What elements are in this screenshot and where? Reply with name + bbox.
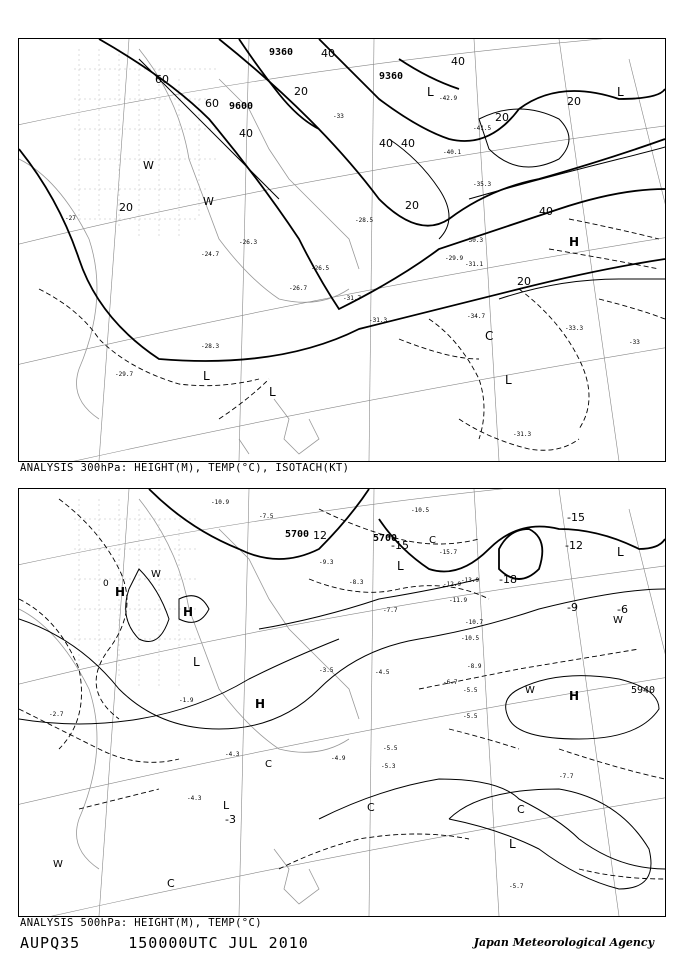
station-temp: -41.5 xyxy=(473,125,492,132)
station-temp: -34.7 xyxy=(467,313,486,320)
station-temp: -7.7 xyxy=(383,607,398,614)
isotach-label: 60 xyxy=(205,97,219,110)
station-temp: -9.3 xyxy=(319,559,334,566)
pressure-center-label: L xyxy=(397,559,404,573)
pressure-center-label: C xyxy=(167,877,175,890)
temp-contour-label: -3 xyxy=(225,813,236,826)
pressure-center-label: H xyxy=(569,235,580,249)
pressure-center-label: H xyxy=(569,689,580,703)
pressure-center-label: L xyxy=(193,655,200,669)
station-temp: -5.5 xyxy=(383,745,398,752)
temperature-contours xyxy=(39,219,665,450)
station-temp: -27 xyxy=(65,215,76,222)
station-temp: -5.7 xyxy=(509,883,524,890)
isotach-label: 40 xyxy=(321,47,335,60)
analysis-datetime: 150000UTC JUL 2010 xyxy=(128,934,309,952)
pressure-center-label: C xyxy=(517,803,525,816)
station-temp: -4.3 xyxy=(225,751,240,758)
height-contours xyxy=(19,39,665,361)
map-panel-500hpa xyxy=(18,488,666,917)
height-label: 5940 xyxy=(631,685,656,696)
pressure-center-label: H xyxy=(255,697,266,711)
pressure-center-label: C xyxy=(485,329,494,343)
height-label: 9360 xyxy=(379,71,404,82)
station-temp: -4.9 xyxy=(331,755,346,762)
temp-contour-label: -15 xyxy=(567,511,585,524)
pressure-center-label: W xyxy=(53,859,63,870)
pressure-center-label: C xyxy=(367,801,375,814)
station-temp: -6.7 xyxy=(443,679,458,686)
station-temp: -30.3 xyxy=(465,237,484,244)
coastlines xyxy=(19,49,362,454)
height-label: 5700 xyxy=(285,529,310,540)
station-temp: -8.9 xyxy=(467,663,482,670)
height-label: 9600 xyxy=(229,101,254,112)
pressure-center-label: L xyxy=(509,837,516,851)
station-temp: -7.5 xyxy=(259,513,274,520)
station-temp: -28.5 xyxy=(355,217,374,224)
terrain-hatch xyxy=(74,49,219,239)
station-temp: -5.3 xyxy=(381,763,396,770)
pressure-center-label: W xyxy=(143,159,154,172)
station-temp: -40.1 xyxy=(443,149,462,156)
pressure-center-label: L xyxy=(617,85,624,99)
station-temp: -33 xyxy=(333,113,344,120)
pressure-center-label: C xyxy=(265,759,272,770)
station-temp: -28.3 xyxy=(201,343,220,350)
temp-contour-label: -12 xyxy=(565,539,583,552)
station-temp: -33 xyxy=(629,339,640,346)
temp-contour-label: 0 xyxy=(103,579,109,589)
station-temp: -35.3 xyxy=(473,181,492,188)
pressure-center-label: C xyxy=(429,535,436,546)
terrain-hatch xyxy=(74,499,199,689)
temp-contour-label: -18 xyxy=(499,573,517,586)
station-temp: -5.5 xyxy=(463,687,478,694)
isotach-label: 20 xyxy=(517,275,531,288)
station-temp: -4.5 xyxy=(375,669,390,676)
isotach-label: 20 xyxy=(294,85,308,98)
station-temp: -15.7 xyxy=(439,549,458,556)
product-code: AUPQ35 xyxy=(20,934,81,952)
station-temp: -7.7 xyxy=(559,773,574,780)
station-temp: -2.7 xyxy=(49,711,64,718)
temp-contour-label: -6 xyxy=(617,603,628,616)
station-temp: -31.7 xyxy=(343,295,362,302)
station-temp: -12.9 xyxy=(443,581,462,588)
station-temp: -29.9 xyxy=(445,255,464,262)
height-contours-secondary xyxy=(19,569,665,889)
station-temp: -10.5 xyxy=(411,507,430,514)
station-temp: -10.9 xyxy=(211,499,230,506)
isotach-label: 40 xyxy=(401,137,415,150)
station-temp: -8.3 xyxy=(349,579,364,586)
station-temp: -11.9 xyxy=(449,597,468,604)
station-temp: -1.9 xyxy=(179,697,194,704)
chart-caption-300hpa: ANALYSIS 300hPa: HEIGHT(M), TEMP(°C), ISOTACH(KT) xyxy=(20,462,350,474)
station-temp: -26.7 xyxy=(289,285,308,292)
isotach-label: 20 xyxy=(495,111,509,124)
isotach-label: 40 xyxy=(239,127,253,140)
map-panel-300hpa xyxy=(18,38,666,462)
isotach-label: 40 xyxy=(451,55,465,68)
chart-caption-500hpa: ANALYSIS 500hPa: HEIGHT(M), TEMP(°C) xyxy=(20,917,262,929)
station-temp: -4.3 xyxy=(187,795,202,802)
station-temp: -13.9 xyxy=(461,577,480,584)
isotach-label: 20 xyxy=(119,201,133,214)
temp-contour-label: -9 xyxy=(567,601,578,614)
pressure-center-label: L xyxy=(203,369,210,383)
pressure-center-label: L xyxy=(269,385,276,399)
station-temp: -26.5 xyxy=(311,265,330,272)
temp-contour-label: -15 xyxy=(391,539,409,552)
station-temp: -42.9 xyxy=(439,95,458,102)
isotach-label: 60 xyxy=(155,73,169,86)
product-footer xyxy=(20,934,309,952)
pressure-center-label: W xyxy=(203,195,214,208)
temp-contour-label: 12 xyxy=(313,529,327,542)
station-temp: -5.5 xyxy=(463,713,478,720)
pressure-center-label: H xyxy=(183,605,194,619)
station-temp: -26.3 xyxy=(239,239,258,246)
isotach-label: 40 xyxy=(539,205,553,218)
station-temp: -31.1 xyxy=(465,261,484,268)
pressure-center-label: L xyxy=(505,373,512,387)
pressure-center-label: W xyxy=(613,615,623,626)
isotach-label: 40 xyxy=(379,137,393,150)
isotach-lines xyxy=(139,59,665,299)
isotach-label: 20 xyxy=(567,95,581,108)
station-temp: -33.3 xyxy=(565,325,584,332)
pressure-center-label: L xyxy=(617,545,624,559)
pressure-center-label: W xyxy=(151,569,161,580)
pressure-center-label: W xyxy=(525,685,535,696)
station-temp: -10.5 xyxy=(461,635,480,642)
pressure-center-label: L xyxy=(427,85,434,99)
station-temp: -31.3 xyxy=(369,317,388,324)
height-label: 9360 xyxy=(269,47,294,58)
station-temp: -29.7 xyxy=(115,371,134,378)
station-temp: -3.5 xyxy=(319,667,334,674)
pressure-center-label: H xyxy=(115,585,126,599)
agency-name: Japan Meteorological Agency xyxy=(473,936,654,949)
station-temp: -31.3 xyxy=(513,431,532,438)
station-temp: -10.7 xyxy=(465,619,484,626)
station-temp: -24.7 xyxy=(201,251,220,258)
height-label: 5700 xyxy=(373,533,398,544)
isotach-label: 20 xyxy=(405,199,419,212)
pressure-center-label: L xyxy=(223,799,230,812)
